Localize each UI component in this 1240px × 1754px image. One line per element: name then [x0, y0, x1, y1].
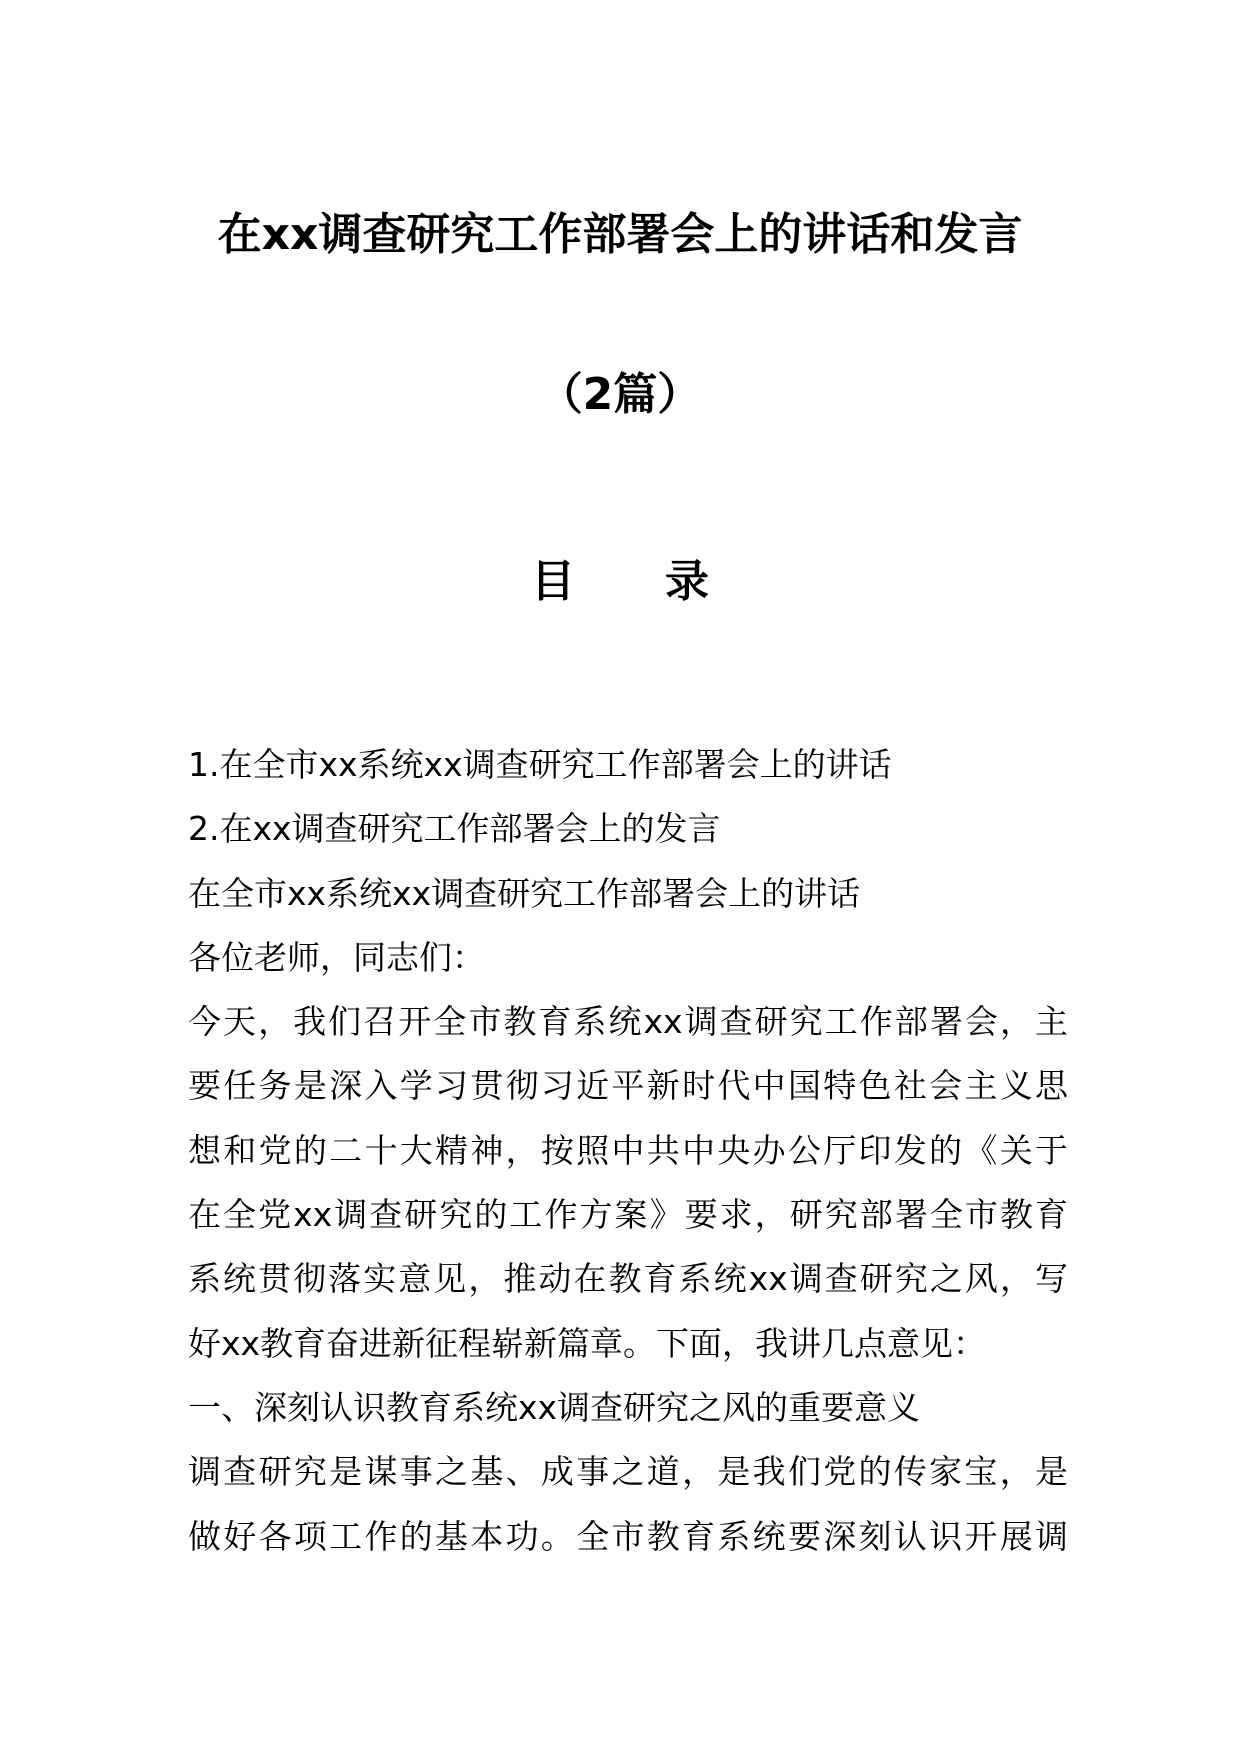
document-title: 在xx调查研究工作部署会上的讲话和发言: [217, 209, 1023, 260]
paragraph-line: 好xx教育奋进新征程崭新篇章。下面，我讲几点意见：: [188, 1323, 987, 1363]
paragraph-line: 要任务是深入学习贯彻习近平新时代中国特色社会主义思: [188, 1066, 1068, 1106]
toc-item: 2.在xx调查研究工作部署会上的发言: [188, 809, 721, 849]
toc-item: 1.在全市xx系统xx调查研究工作部署会上的讲话: [188, 745, 892, 784]
paragraph-line: 做好各项工作的基本功。全市教育系统要深刻认识开展调: [188, 1516, 1068, 1556]
paragraph-line: 今天，我们召开全市教育系统xx调查研究工作部署会，主: [188, 1002, 1068, 1042]
toc-heading: 目录: [531, 556, 799, 607]
paragraph-line: 调查研究是谋事之基、成事之道，是我们党的传家宝，是: [188, 1452, 1068, 1492]
speech-title: 在全市xx系统xx调查研究工作部署会上的讲话: [188, 873, 861, 913]
paragraph-line: 想和党的二十大精神，按照中共中央办公厅印发的《关于: [188, 1130, 1068, 1170]
greeting: 各位老师，同志们：: [188, 937, 485, 977]
document-subtitle: （2篇）: [538, 369, 702, 420]
paragraph-line: 在全党xx调查研究的工作方案》要求，研究部署全市教育: [188, 1195, 1068, 1235]
section-heading: 一、深刻认识教育系统xx调查研究之风的重要意义: [188, 1387, 921, 1427]
paragraph-line: 系统贯彻落实意见，推动在教育系统xx调查研究之风，写: [188, 1259, 1068, 1299]
document-body: [188, 733, 1068, 1569]
